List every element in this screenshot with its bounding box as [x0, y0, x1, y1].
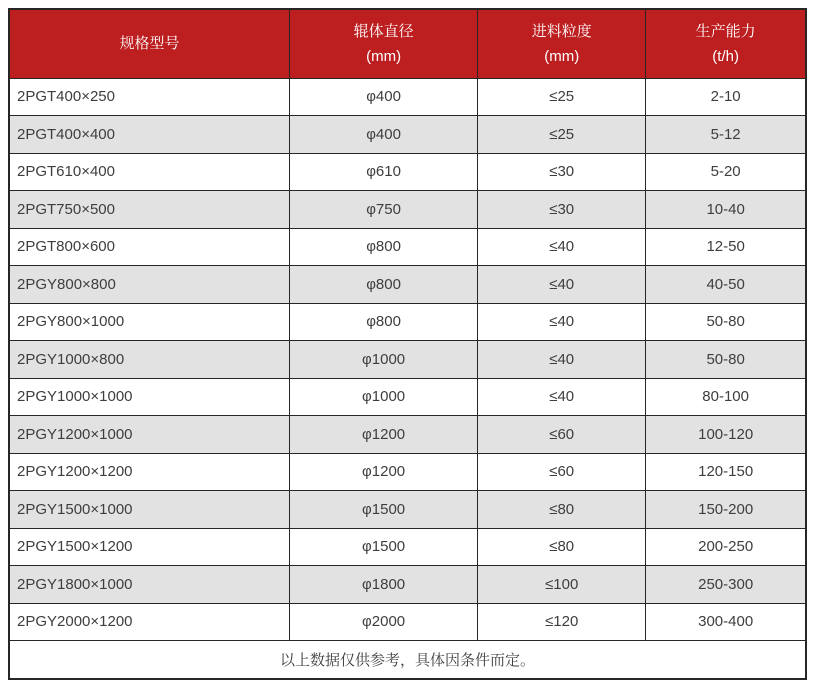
feed-size-cell: ≤80: [478, 491, 646, 529]
model-cell: 2PGY1500×1000: [9, 491, 290, 529]
model-cell: 2PGT400×400: [9, 116, 290, 154]
feed-size-cell: ≤40: [478, 228, 646, 266]
diameter-cell: φ1000: [290, 341, 478, 379]
capacity-cell: 40-50: [646, 266, 806, 304]
model-cell: 2PGY800×1000: [9, 303, 290, 341]
diameter-cell: φ1500: [290, 528, 478, 566]
feed-size-cell: ≤25: [478, 116, 646, 154]
feed-size-cell: ≤40: [478, 341, 646, 379]
diameter-cell: φ800: [290, 303, 478, 341]
model-cell: 2PGY2000×1200: [9, 603, 290, 641]
feed-size-cell: ≤30: [478, 153, 646, 191]
capacity-cell: 12-50: [646, 228, 806, 266]
capacity-cell: 5-12: [646, 116, 806, 154]
spec-table-container: [8, 8, 807, 680]
header-feed-size-label: 进料粒度: [531, 22, 592, 40]
header-capacity-unit: (t/h): [712, 47, 739, 65]
header-roller-diameter-label: 辊体直径: [353, 22, 414, 40]
model-cell: 2PGY1500×1200: [9, 528, 290, 566]
model-cell: 2PGY1200×1000: [9, 416, 290, 454]
header-model-label: 规格型号: [119, 35, 180, 53]
diameter-cell: φ400: [290, 78, 478, 116]
capacity-cell: 80-100: [646, 378, 806, 416]
table-row: [9, 453, 806, 491]
feed-size-cell: ≤25: [478, 78, 646, 116]
table-row: [9, 266, 806, 304]
model-cell: 2PGY800×800: [9, 266, 290, 304]
model-cell: 2PGY1200×1200: [9, 453, 290, 491]
feed-size-cell: ≤120: [478, 603, 646, 641]
table-row: [9, 566, 806, 604]
table-row: [9, 78, 806, 116]
feed-size-cell: ≤60: [478, 416, 646, 454]
table-row: [9, 528, 806, 566]
capacity-cell: 150-200: [646, 491, 806, 529]
diameter-cell: φ1800: [290, 566, 478, 604]
table-footer: [9, 641, 806, 679]
table-row: [9, 303, 806, 341]
footnote-row: [9, 641, 806, 679]
table-row: [9, 603, 806, 641]
feed-size-cell: ≤60: [478, 453, 646, 491]
header-cell-capacity: [646, 9, 806, 78]
capacity-cell: 100-120: [646, 416, 806, 454]
capacity-cell: 2-10: [646, 78, 806, 116]
model-cell: 2PGT750×500: [9, 191, 290, 229]
feed-size-cell: ≤40: [478, 266, 646, 304]
table-body: [9, 78, 806, 641]
diameter-cell: φ1200: [290, 416, 478, 454]
diameter-cell: φ610: [290, 153, 478, 191]
header-roller-diameter-unit: (mm): [366, 47, 402, 65]
diameter-cell: φ1500: [290, 491, 478, 529]
feed-size-cell: ≤80: [478, 528, 646, 566]
header-cell-feed-size: [478, 9, 646, 78]
table-row: [9, 416, 806, 454]
diameter-cell: φ800: [290, 266, 478, 304]
model-cell: 2PGT800×600: [9, 228, 290, 266]
capacity-cell: 50-80: [646, 341, 806, 379]
diameter-cell: φ1000: [290, 378, 478, 416]
feed-size-cell: ≤100: [478, 566, 646, 604]
table-row: [9, 191, 806, 229]
table-row: [9, 153, 806, 191]
diameter-cell: φ2000: [290, 603, 478, 641]
diameter-cell: φ800: [290, 228, 478, 266]
model-cell: 2PGT400×250: [9, 78, 290, 116]
table-row: [9, 491, 806, 529]
capacity-cell: 300-400: [646, 603, 806, 641]
capacity-cell: 250-300: [646, 566, 806, 604]
diameter-cell: φ400: [290, 116, 478, 154]
spec-table: [8, 8, 807, 680]
header-cell-model: [9, 9, 290, 78]
table-row: [9, 228, 806, 266]
model-cell: 2PGY1800×1000: [9, 566, 290, 604]
feed-size-cell: ≤30: [478, 191, 646, 229]
table-header: [9, 9, 806, 78]
capacity-cell: 50-80: [646, 303, 806, 341]
capacity-cell: 120-150: [646, 453, 806, 491]
header-cell-roller-diameter: [290, 9, 478, 78]
diameter-cell: φ1200: [290, 453, 478, 491]
model-cell: 2PGY1000×1000: [9, 378, 290, 416]
model-cell: 2PGY1000×800: [9, 341, 290, 379]
capacity-cell: 10-40: [646, 191, 806, 229]
capacity-cell: 200-250: [646, 528, 806, 566]
table-row: [9, 378, 806, 416]
model-cell: 2PGT610×400: [9, 153, 290, 191]
header-row: [9, 9, 806, 78]
table-row: [9, 341, 806, 379]
footnote-cell: 以上数据仅供参考，具体因条件而定。: [9, 641, 806, 679]
feed-size-cell: ≤40: [478, 378, 646, 416]
feed-size-cell: ≤40: [478, 303, 646, 341]
header-feed-size-unit: (mm): [544, 47, 580, 65]
header-capacity-label: 生产能力: [695, 22, 756, 40]
diameter-cell: φ750: [290, 191, 478, 229]
capacity-cell: 5-20: [646, 153, 806, 191]
table-row: [9, 116, 806, 154]
